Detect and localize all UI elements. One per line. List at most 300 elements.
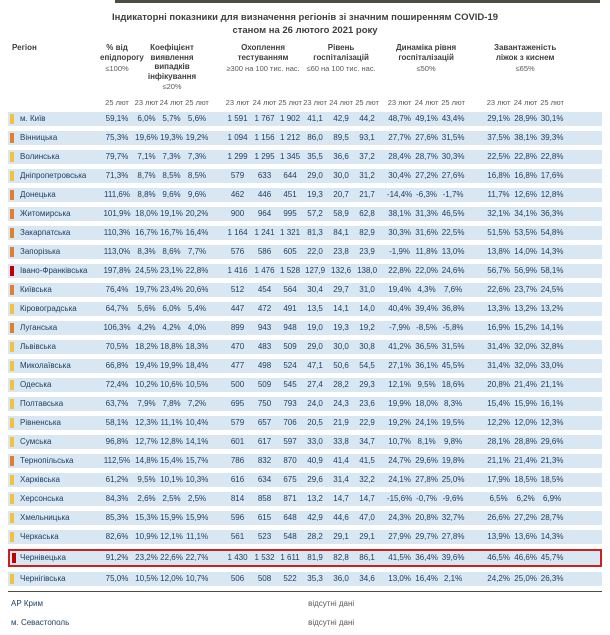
hospitalization-dynamics-value: 19,5%	[440, 416, 466, 430]
hospitalization-dynamics-value: 31,3%	[413, 207, 440, 221]
spacer	[210, 302, 224, 316]
testing-coverage-value: 948	[278, 321, 302, 335]
spacer	[466, 549, 485, 567]
spacer	[210, 150, 224, 164]
oxygen-beds-value: 12,8%	[539, 188, 565, 202]
orange-risk-chip	[10, 133, 14, 143]
spacer	[565, 359, 602, 373]
testing-coverage-value: 1 416	[224, 264, 251, 278]
red-risk-chip	[12, 553, 16, 563]
footer-separator-line	[8, 591, 602, 592]
dates-row	[8, 96, 602, 107]
hospitalization-level-value: 19,2	[354, 321, 380, 335]
date-label: 25 лют	[185, 98, 209, 107]
region-row	[8, 112, 602, 126]
hospitalization-dynamics-value: 27,6%	[440, 169, 466, 183]
testing-coverage-value: 548	[278, 530, 302, 544]
hospitalization-dynamics-value: 19,4%	[386, 283, 413, 297]
region-row	[8, 150, 602, 164]
risk-chip-cell	[8, 454, 17, 468]
region-name: Київська	[17, 283, 100, 297]
spacer	[565, 188, 602, 202]
detection-coef-value: 8,3%	[134, 245, 159, 259]
oxygen-beds-value: 27,2%	[512, 511, 539, 525]
hospitalization-dynamics-value: 10,7%	[386, 435, 413, 449]
detection-coef-value: 7,9%	[134, 397, 159, 411]
detection-coef-value: 10,1%	[159, 473, 184, 487]
detection-coef-value: 7,8%	[159, 397, 184, 411]
detection-coef-value: 5,6%	[134, 302, 159, 316]
hospitalization-level-value: 36,6	[328, 150, 354, 164]
hospitalization-level-value: 50,6	[328, 359, 354, 373]
oxygen-beds-value: 28,7%	[539, 511, 565, 525]
oxygen-beds-value: 29,1%	[485, 112, 512, 126]
hospitalization-dynamics-value: -14,4%	[386, 188, 413, 202]
spacer	[210, 359, 224, 373]
testing-coverage-value: 509	[251, 378, 278, 392]
detection-coef-value: 12,3%	[134, 416, 159, 430]
testing-coverage-value: 470	[224, 340, 251, 354]
oxygen-beds-value: 21,4%	[512, 454, 539, 468]
oxygen-beds-value: 32,0%	[512, 340, 539, 354]
region-row	[8, 416, 602, 430]
region-name: Донецька	[17, 188, 100, 202]
hospitalization-dynamics-value: 36,5%	[413, 340, 440, 354]
hospitalization-dynamics-value: 9,8%	[440, 435, 466, 449]
region-name: Львівська	[17, 340, 100, 354]
column-header-region: Регіон	[12, 43, 37, 52]
detection-coef-value: 10,5%	[184, 378, 210, 392]
no-data-note: відсутні дані	[308, 599, 355, 608]
hospitalization-dynamics-value: 36,1%	[413, 359, 440, 373]
epid-threshold-value: 71,3%	[100, 169, 134, 183]
hospitalization-level-value: 44,2	[354, 112, 380, 126]
hospitalization-dynamics-value: 22,5%	[440, 226, 466, 240]
oxygen-beds-value: 22,8%	[539, 150, 565, 164]
risk-chip-cell	[8, 435, 17, 449]
detection-coef-value: 8,7%	[134, 169, 159, 183]
spacer	[565, 416, 602, 430]
hospitalization-dynamics-value: 12,1%	[386, 378, 413, 392]
yellow-risk-chip	[10, 361, 14, 371]
region-name: Одеська	[17, 378, 100, 392]
spacer	[565, 549, 602, 567]
hospitalization-level-value: 30,0	[328, 340, 354, 354]
detection-coef-value: 15,3%	[134, 511, 159, 525]
oxygen-beds-value: 21,1%	[539, 378, 565, 392]
hospitalization-level-value: 30,0	[328, 169, 354, 183]
oxygen-beds-value: 32,8%	[539, 340, 565, 354]
hospitalization-level-value: 35,5	[302, 150, 328, 164]
hospitalization-level-value: 35,3	[302, 572, 328, 586]
hospitalization-dynamics-value: 31,5%	[440, 131, 466, 145]
testing-coverage-value: 899	[224, 321, 251, 335]
oxygen-beds-value: 46,5%	[485, 549, 512, 567]
yellow-risk-chip	[10, 114, 14, 124]
detection-coef-value: 10,2%	[134, 378, 159, 392]
hospitalization-level-value: 58,9	[328, 207, 354, 221]
epid-threshold-value: 85,3%	[100, 511, 134, 525]
risk-chip-cell	[8, 245, 17, 259]
risk-chip-cell	[8, 549, 17, 567]
region-row	[8, 207, 602, 221]
hospitalization-level-value: 54,5	[354, 359, 380, 373]
oxygen-beds-value: 23,7%	[512, 283, 539, 297]
spacer	[210, 435, 224, 449]
hospitalization-dynamics-value: 29,6%	[413, 454, 440, 468]
spacer	[466, 397, 485, 411]
spacer	[210, 397, 224, 411]
testing-coverage-value: 545	[278, 378, 302, 392]
hospitalization-dynamics-value: 41,2%	[386, 340, 413, 354]
hospitalization-level-value: 23,8	[328, 245, 354, 259]
hospitalization-dynamics-value: 39,6%	[440, 549, 466, 567]
oxygen-beds-value: 12,6%	[512, 188, 539, 202]
header-spacer	[466, 43, 485, 91]
testing-coverage-value: 648	[278, 511, 302, 525]
oxygen-beds-value: 28,8%	[512, 435, 539, 449]
oxygen-beds-value: 37,5%	[485, 131, 512, 145]
oxygen-beds-value: 22,5%	[485, 150, 512, 164]
hospitalization-dynamics-value: 18,0%	[413, 397, 440, 411]
risk-chip-cell	[8, 340, 17, 354]
spacer	[380, 597, 602, 611]
hospitalization-dynamics-value: 13,0%	[386, 572, 413, 586]
oxygen-beds-value: 28,9%	[512, 112, 539, 126]
spacer	[210, 416, 224, 430]
hospitalization-dynamics-value: 43,4%	[440, 112, 466, 126]
oxygen-beds-value: 13,6%	[512, 530, 539, 544]
detection-coef-value: 7,7%	[184, 245, 210, 259]
hospitalization-level-value: 28,2	[328, 378, 354, 392]
hospitalization-dynamics-value: 46,5%	[440, 207, 466, 221]
dates-row-lead	[8, 96, 100, 107]
epid-threshold-value: 110,3%	[100, 226, 134, 240]
hospitalization-dynamics-value: -9,6%	[440, 492, 466, 506]
testing-coverage-value: 615	[251, 511, 278, 525]
testing-coverage-value: 786	[224, 454, 251, 468]
hospitalization-level-value: 127,9	[302, 264, 328, 278]
spacer	[565, 96, 602, 107]
testing-coverage-value: 1 902	[278, 112, 302, 126]
detection-coef-value: 18,0%	[134, 207, 159, 221]
spacer	[210, 245, 224, 259]
testing-coverage-value: 1 430	[224, 549, 251, 567]
yellow-risk-chip	[10, 574, 14, 584]
hospitalization-level-value: 42,9	[302, 511, 328, 525]
testing-coverage-value: 508	[251, 572, 278, 586]
yellow-risk-chip	[10, 304, 14, 314]
detection-coef-value: 2,6%	[134, 492, 159, 506]
spacer	[565, 245, 602, 259]
hospitalization-level-value: 28,2	[302, 530, 328, 544]
testing-coverage-value: 964	[251, 207, 278, 221]
testing-coverage-value: 447	[224, 302, 251, 316]
hospitalization-dynamics-value: 30,3%	[440, 150, 466, 164]
hospitalization-level-value: 30,8	[354, 340, 380, 354]
spacer	[210, 188, 224, 202]
detection-coef-value: 6,0%	[134, 112, 159, 126]
red-risk-chip	[10, 266, 14, 276]
region-row	[8, 492, 602, 506]
testing-coverage-value: 1 532	[251, 549, 278, 567]
yellow-risk-chip	[10, 342, 14, 352]
region-name: Житомирська	[17, 207, 100, 221]
oxygen-beds-value: 17,6%	[539, 169, 565, 183]
hospitalization-dynamics-value: 2,1%	[440, 572, 466, 586]
hospitalization-dynamics-value: 40,4%	[386, 302, 413, 316]
region-name: Луганська	[17, 321, 100, 335]
region-name: Кіровоградська	[17, 302, 100, 316]
epid-threshold-value: 106,3%	[100, 321, 134, 335]
hospitalization-level-value: 34,7	[354, 435, 380, 449]
spacer	[210, 264, 224, 278]
spacer	[466, 321, 485, 335]
risk-chip-cell	[8, 302, 17, 316]
date-label: 23 лют	[225, 98, 250, 107]
oxygen-beds-value: 12,2%	[485, 416, 512, 430]
oxygen-beds-value: 54,8%	[539, 226, 565, 240]
risk-chip-cell	[8, 511, 17, 525]
testing-coverage-value: 657	[251, 416, 278, 430]
region-row	[8, 511, 602, 525]
hospitalization-dynamics-value: 27,1%	[386, 359, 413, 373]
hospitalization-dynamics-value: 31,6%	[413, 226, 440, 240]
hospitalization-dynamics-value: 48,7%	[386, 112, 413, 126]
testing-coverage-value: 617	[251, 435, 278, 449]
risk-chip-cell	[8, 207, 17, 221]
hospitalization-level-value: 27,4	[302, 378, 328, 392]
hospitalization-level-value: 14,1	[328, 302, 354, 316]
hospitalization-level-value: 33,8	[328, 435, 354, 449]
region-row	[8, 359, 602, 373]
hospitalization-dynamics-value: 31,5%	[440, 340, 466, 354]
testing-coverage-value: 1 591	[224, 112, 251, 126]
spacer	[466, 188, 485, 202]
risk-chip-cell	[8, 112, 17, 126]
detection-coef-value: 6,0%	[159, 302, 184, 316]
spacer	[210, 131, 224, 145]
testing-coverage-value: 1 321	[278, 226, 302, 240]
hospitalization-level-value: 14,7	[328, 492, 354, 506]
hospitalization-level-value: 24,0	[302, 397, 328, 411]
testing-coverage-value: 1 295	[251, 150, 278, 164]
oxygen-beds-value: 14,3%	[539, 245, 565, 259]
detection-coef-value: 7,3%	[159, 150, 184, 164]
oxygen-beds-value: 45,7%	[539, 549, 565, 567]
detection-coef-value: 15,4%	[159, 454, 184, 468]
hospitalization-level-value: 23,6	[354, 397, 380, 411]
spacer	[565, 207, 602, 221]
spacer	[466, 169, 485, 183]
column-header-hospitalization-dynamics: Динаміка рівня госпіталізацій ≤50%	[395, 43, 457, 73]
oxygen-beds-value: 13,8%	[485, 245, 512, 259]
testing-coverage-value: 1 476	[251, 264, 278, 278]
testing-coverage-value: 695	[224, 397, 251, 411]
hospitalization-dynamics-value: 18,6%	[440, 378, 466, 392]
detection-coef-value: 18,3%	[184, 340, 210, 354]
spacer	[466, 96, 485, 107]
region-name: м. Київ	[17, 112, 100, 126]
oxygen-beds-value: 32,0%	[512, 359, 539, 373]
risk-chip-cell	[8, 572, 17, 586]
testing-coverage-value: 512	[224, 283, 251, 297]
spacer	[565, 169, 602, 183]
oxygen-beds-value: 58,1%	[539, 264, 565, 278]
hospitalization-level-value: 22,9	[354, 416, 380, 430]
testing-coverage-value: 870	[278, 454, 302, 468]
spacer	[210, 530, 224, 544]
region-row	[8, 245, 602, 259]
hospitalization-dynamics-value: 39,4%	[413, 302, 440, 316]
epid-threshold-value: 197,8%	[100, 264, 134, 278]
detection-coef-value: 9,6%	[159, 188, 184, 202]
spacer	[565, 321, 602, 335]
region-name: Черкаська	[17, 530, 100, 544]
hospitalization-dynamics-value: 25,0%	[440, 473, 466, 487]
table-body	[8, 112, 602, 630]
testing-coverage-value: 601	[224, 435, 251, 449]
detection-coef-value: 22,6%	[159, 549, 184, 567]
detection-coef-value: 5,4%	[184, 302, 210, 316]
spacer	[565, 378, 602, 392]
header-spacer	[210, 43, 224, 91]
testing-coverage-value: 1 299	[224, 150, 251, 164]
detection-coef-value: 11,1%	[159, 416, 184, 430]
testing-coverage-value: 596	[224, 511, 251, 525]
spacer	[466, 340, 485, 354]
hospitalization-dynamics-value: -0,7%	[413, 492, 440, 506]
spacer	[565, 150, 602, 164]
spacer	[210, 96, 224, 107]
testing-coverage-value: 605	[278, 245, 302, 259]
hospitalization-dynamics-value: 28,7%	[413, 150, 440, 164]
spacer	[565, 530, 602, 544]
hospitalization-level-value: 29,0	[302, 169, 328, 183]
spacer	[100, 597, 302, 611]
date-label: 25 лют	[105, 98, 129, 107]
report-title	[8, 8, 602, 37]
testing-coverage-value: 706	[278, 416, 302, 430]
risk-chip-cell	[8, 283, 17, 297]
hospitalization-level-value: 36,0	[328, 572, 354, 586]
testing-coverage-value: 564	[278, 283, 302, 297]
oxygen-beds-value: 12,3%	[539, 416, 565, 430]
testing-coverage-value: 597	[278, 435, 302, 449]
risk-chip-cell	[8, 378, 17, 392]
detection-coef-value: 8,6%	[159, 245, 184, 259]
hospitalization-dynamics-value: 11,8%	[413, 245, 440, 259]
hospitalization-dynamics-value: 36,4%	[413, 549, 440, 567]
spacer	[565, 131, 602, 145]
hospitalization-dynamics-value: -1,7%	[440, 188, 466, 202]
region-name: Дніпропетровська	[17, 169, 100, 183]
detection-coef-value: 16,7%	[159, 226, 184, 240]
testing-coverage-value: 500	[224, 378, 251, 392]
oxygen-beds-value: 18,5%	[512, 473, 539, 487]
no-data-row	[8, 616, 602, 630]
detection-coef-value: 2,5%	[184, 492, 210, 506]
hospitalization-level-value: 19,0	[302, 321, 328, 335]
spacer	[210, 378, 224, 392]
epid-threshold-value: 75,0%	[100, 572, 134, 586]
hospitalization-dynamics-value: 41,5%	[386, 549, 413, 567]
oxygen-beds-value: 21,4%	[512, 378, 539, 392]
date-label: 23 лют	[134, 98, 159, 107]
hospitalization-level-value: 19,3	[302, 188, 328, 202]
testing-coverage-value: 633	[251, 169, 278, 183]
testing-coverage-value: 1 767	[251, 112, 278, 126]
epid-threshold-value: 113,0%	[100, 245, 134, 259]
hospitalization-dynamics-value: 27,2%	[413, 169, 440, 183]
detection-coef-value: 23,1%	[159, 264, 184, 278]
indicators-table	[8, 38, 602, 635]
spacer	[466, 492, 485, 506]
hospitalization-dynamics-value: 27,9%	[386, 530, 413, 544]
oxygen-beds-value: 16,8%	[485, 169, 512, 183]
yellow-risk-chip	[10, 399, 14, 409]
hospitalization-dynamics-value: 4,3%	[413, 283, 440, 297]
hospitalization-level-value: 138,0	[354, 264, 380, 278]
hospitalization-level-value: 23,9	[354, 245, 380, 259]
header-spacer	[565, 43, 602, 91]
testing-coverage-value: 579	[224, 416, 251, 430]
date-label: 25 лют	[278, 98, 302, 107]
detection-coef-value: 22,8%	[184, 264, 210, 278]
hospitalization-level-value: 42,9	[328, 112, 354, 126]
date-label: 24 лют	[252, 98, 277, 107]
region-row	[8, 549, 602, 567]
table-header	[8, 43, 602, 107]
hospitalization-dynamics-value: 13,0%	[440, 245, 466, 259]
hospitalization-level-value: 62,8	[354, 207, 380, 221]
detection-coef-value: 14,8%	[134, 454, 159, 468]
testing-coverage-value: 446	[251, 188, 278, 202]
hospitalization-level-value: 31,4	[328, 473, 354, 487]
oxygen-beds-value: 15,9%	[512, 397, 539, 411]
spacer	[466, 302, 485, 316]
testing-coverage-value: 832	[251, 454, 278, 468]
oxygen-beds-value: 53,5%	[512, 226, 539, 240]
oxygen-beds-value: 16,8%	[512, 169, 539, 183]
hospitalization-level-value: 84,1	[328, 226, 354, 240]
orange-risk-chip	[10, 323, 14, 333]
date-label: 24 лют	[159, 98, 184, 107]
yellow-risk-chip	[10, 532, 14, 542]
detection-coef-value: 10,5%	[134, 572, 159, 586]
hospitalization-dynamics-value: -8,5%	[413, 321, 440, 335]
hospitalization-dynamics-value: 20,8%	[413, 511, 440, 525]
hospitalization-dynamics-value: 29,7%	[413, 530, 440, 544]
yellow-risk-chip	[10, 152, 14, 162]
detection-coef-value: 7,2%	[184, 397, 210, 411]
region-row	[8, 302, 602, 316]
testing-coverage-value: 451	[278, 188, 302, 202]
testing-coverage-value: 1 528	[278, 264, 302, 278]
hospitalization-level-value: 19,3	[328, 321, 354, 335]
column-header-oxygen-beds: Завантаженість ліжок з киснем ≤65%	[493, 43, 557, 73]
spacer	[565, 473, 602, 487]
region-name: Херсонська	[17, 492, 100, 506]
detection-coef-value: 9,5%	[134, 473, 159, 487]
testing-coverage-value: 1 094	[224, 131, 251, 145]
oxygen-beds-value: 15,2%	[512, 321, 539, 335]
hospitalization-level-value: 29,0	[302, 340, 328, 354]
risk-chip-cell	[8, 188, 17, 202]
hospitalization-dynamics-value: 38,1%	[386, 207, 413, 221]
oxygen-beds-value: 13,2%	[539, 302, 565, 316]
testing-coverage-value: 871	[278, 492, 302, 506]
